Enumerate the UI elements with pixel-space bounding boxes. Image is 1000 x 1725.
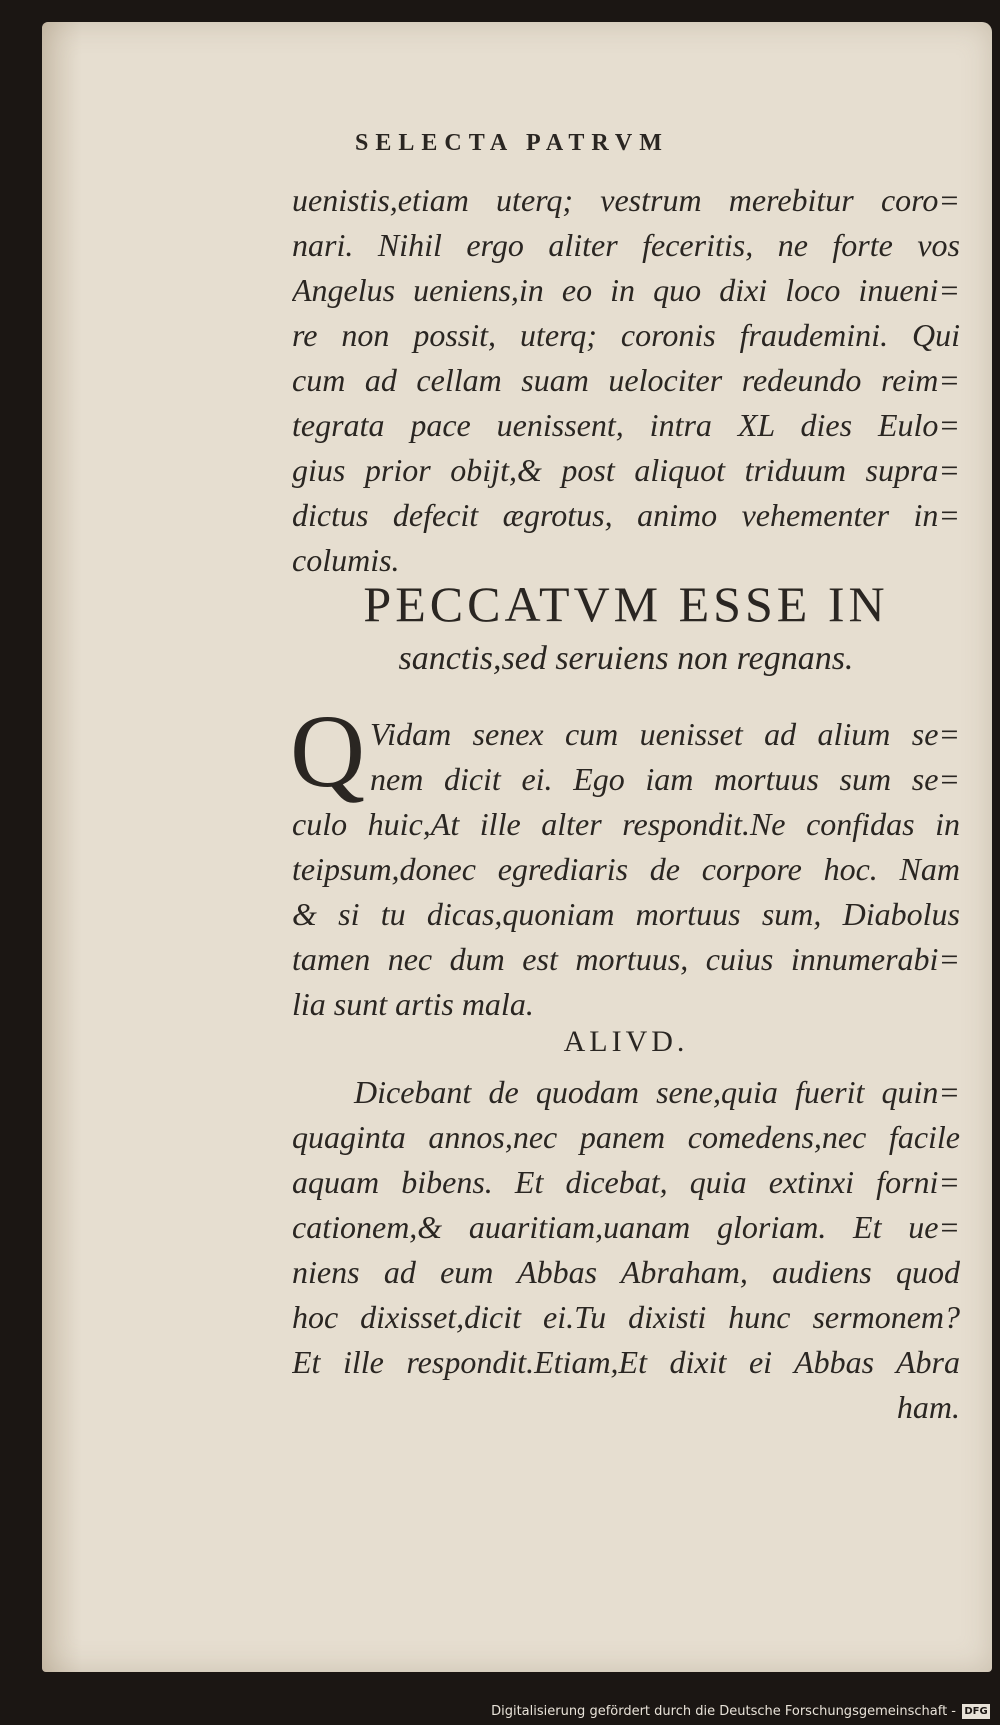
text-line: Vidam senex cum uenisset ad alium se= [370,716,960,752]
paragraph-2 [292,712,960,1027]
text-line: teipsum,donec egrediaris de corpore hoc. Nam [292,851,960,887]
text-line: culo huic,At ille alter respondit.Ne confidas in [292,806,960,842]
text-line: nari. Nihil ergo aliter feceritis, ne forte vos [292,227,960,263]
chapter-title: PECCATVM ESSE IN [363,576,889,632]
text-line: aquam bibens. Et dicebat, quia extinxi forni= [292,1164,960,1200]
text-line: uenistis,etiam uterq; vestrum merebitur coro= [292,182,960,218]
page-gutter-shadow [42,22,82,1672]
text-line: & si tu dicas,quoniam mortuus sum, Diabolus [292,896,960,932]
text-line: nem dicit ei. Ego iam mortuus sum se= [370,761,960,797]
text-line: Et ille respondit.Etiam,Et dixit ei Abbas Abra [292,1344,960,1380]
text-line: lia sunt artis mala. [292,986,534,1022]
text-line: tamen nec dum est mortuus, cuius innumerabi= [292,941,960,977]
drop-cap: Q [290,694,366,809]
text-line: dictus defecit ægrotus, animo vehementer in= [292,497,960,533]
paragraph-3 [292,1070,960,1430]
text-line: cum ad cellam suam uelociter redeundo reim= [292,362,960,398]
text-line: cationem,& auaritiam,uanam gloriam. Et ue= [292,1209,960,1245]
dfg-logo: DFG [962,1704,990,1719]
text-line: hoc dixisset,dicit ei.Tu dixisti hunc sermonem? [292,1299,960,1335]
text-line: ham. [896,1389,960,1425]
text-line: quaginta annos,nec panem comedens,nec facile [292,1119,960,1155]
chapter-subtitle: sanctis,sed seruiens non regnans. [398,640,854,677]
text-line: tegrata pace uenissent, intra XL dies Eulo= [292,407,960,443]
text-line: gius prior obijt,& post aliquot triduum supra= [292,452,960,488]
text-line: re non possit, uterq; coronis fraudemini. Qui [292,317,960,353]
text-line: Angelus ueniens,in eo in quo dixi loco inueni= [292,272,960,308]
text-line: columis. [292,542,400,578]
funding-credit: Digitalisierung gefördert durch die Deutsche Forschungsgemeinschaft - [491,1704,956,1719]
running-head: SELECTA PATRVM [355,130,669,156]
text-line: niens ad eum Abbas Abraham, audiens quod [292,1254,960,1290]
paragraph-1 [292,178,960,583]
section-heading: ALIVD. [563,1025,689,1058]
text-line: Dicebant de quodam sene,quia fuerit quin= [354,1074,960,1110]
